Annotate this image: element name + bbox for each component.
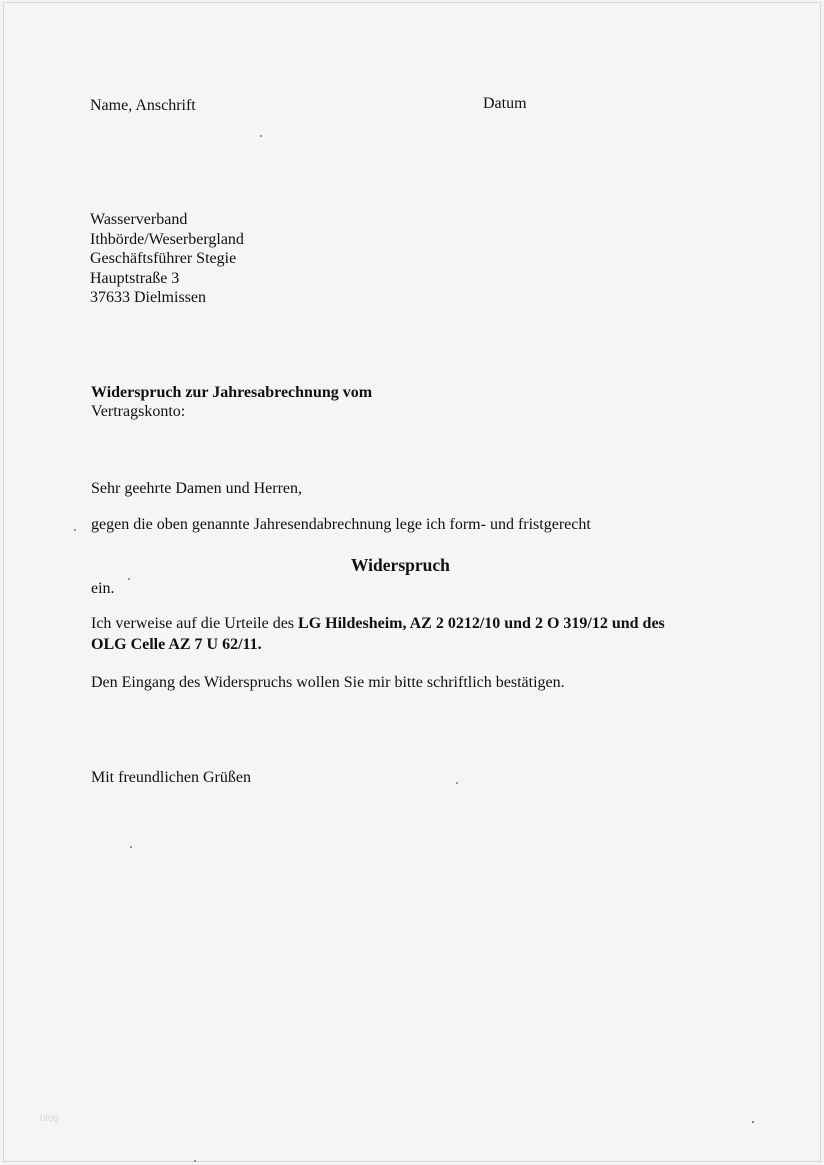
reference-prefix: Ich verweise auf die Urteile des — [91, 615, 299, 632]
intro-text: gegen die oben genannte Jahresendabrechnung lege ich form- und fristgerecht — [91, 516, 591, 533]
objection-heading: Widerspruch — [351, 555, 450, 575]
scan-speck — [752, 1121, 754, 1123]
scan-speck — [456, 782, 458, 784]
confirmation-request: Den Eingang des Widerspruchs wollen Sie mir bitte schriftlich bestätigen. — [91, 674, 565, 691]
account-label: Vertragskonto: — [91, 403, 186, 420]
date-label: Datum — [483, 95, 527, 112]
scan-speck — [128, 578, 130, 580]
reference-court-1: LG Hildesheim, AZ 2 0212/10 und 2 O 319/12 und des — [298, 615, 665, 632]
watermark: blog — [40, 1113, 59, 1124]
subject-title: Widerspruch zur Jahresabrechnung vom — [91, 384, 373, 401]
scan-speck — [74, 529, 76, 531]
reference-line-1 — [91, 614, 665, 634]
scan-speck — [130, 846, 132, 848]
scan-speck — [194, 1160, 196, 1162]
recipient-line: Wasserverband — [90, 211, 188, 228]
letter-page — [3, 2, 821, 1162]
recipient-line: Ithbörde/Weserbergland — [90, 230, 244, 248]
ein-text: ein. — [91, 580, 115, 597]
recipient-line: Geschäftsführer Stegie — [90, 250, 237, 267]
scan-speck — [260, 135, 262, 137]
closing: Mit freundlichen Grüßen — [91, 769, 251, 786]
reference-court-2: OLG Celle AZ 7 U 62/11. — [91, 636, 262, 653]
recipient-line: Hauptstraße 3 — [90, 269, 180, 287]
salutation: Sehr geehrte Damen und Herren, — [91, 480, 303, 497]
sender-name-address: Name, Anschrift — [90, 97, 196, 114]
recipient-line: 37633 Dielmissen — [90, 289, 206, 306]
